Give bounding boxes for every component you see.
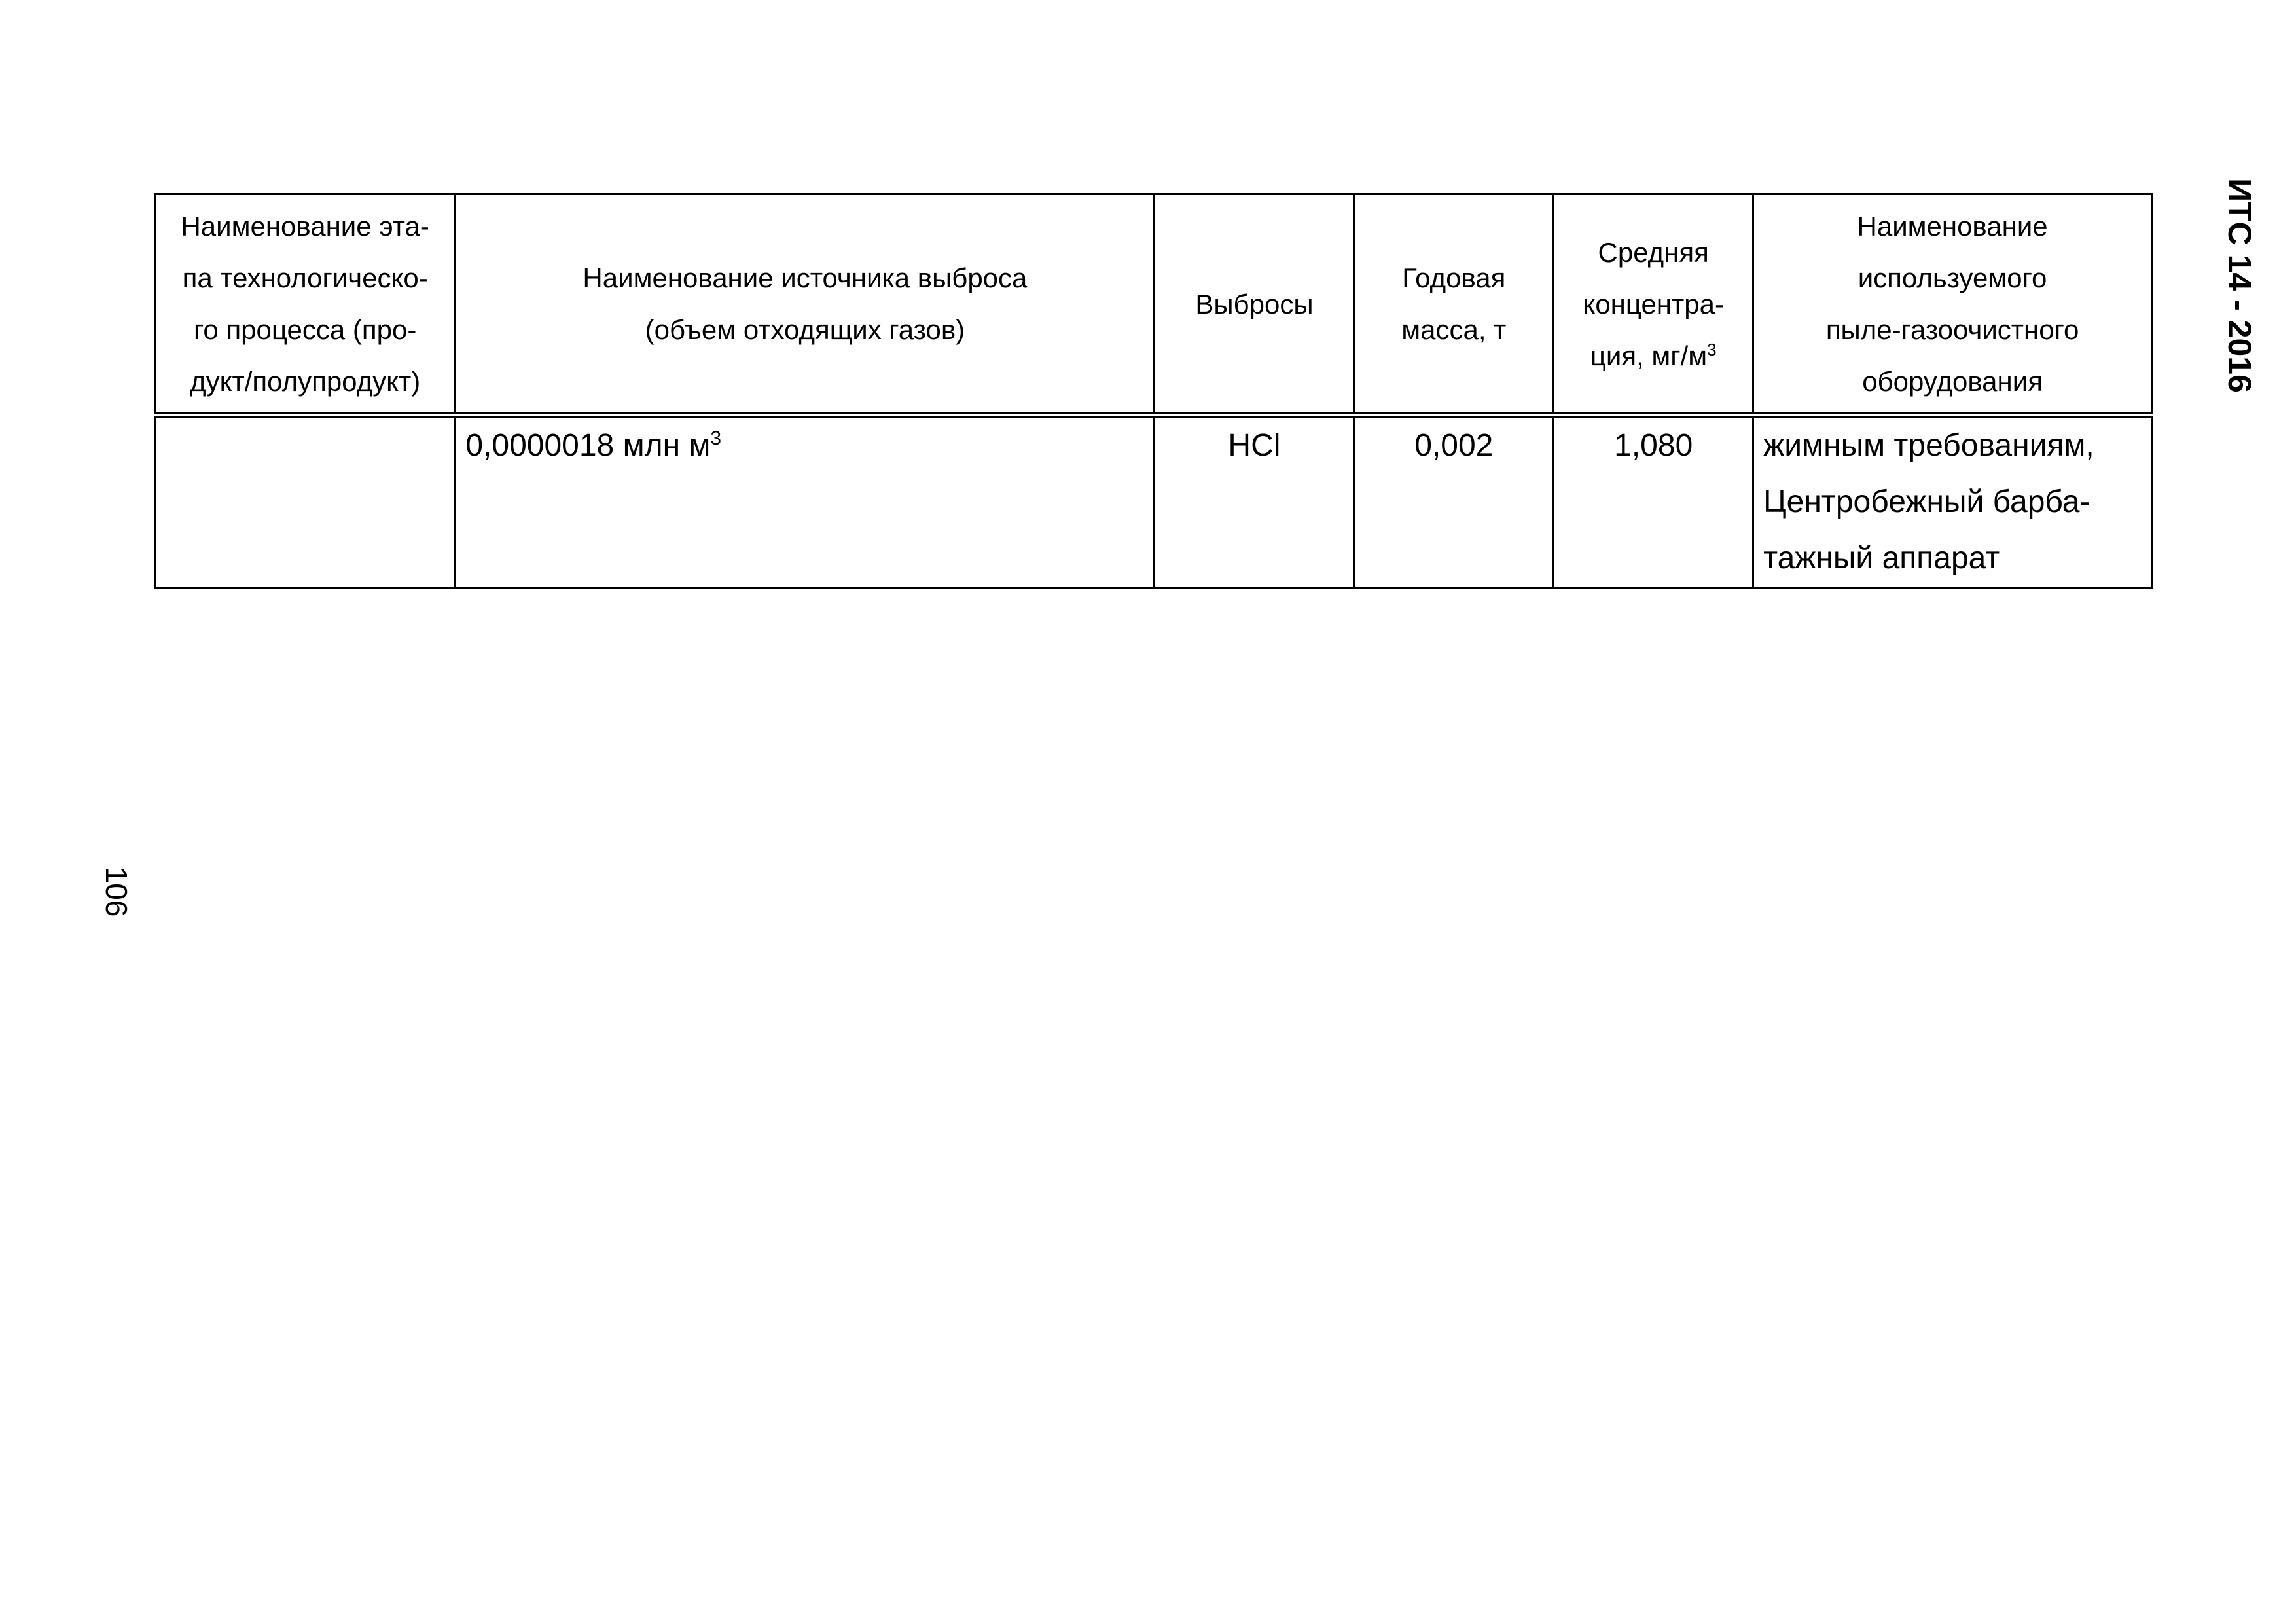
header-cleaning-equipment [1753,194,2152,416]
cell-avg-concentration: 1,080 [1554,415,1753,588]
header-annual-mass [1354,194,1554,416]
table-header-row [155,194,2152,416]
equipment-line: жимным требованиям, [1763,428,2094,463]
header-line [1554,330,1752,382]
superscript: 3 [710,428,721,449]
header-emissions [1155,194,1354,416]
cell-annual-mass: 0,002 [1354,415,1554,588]
header-line: Наименование эта- [181,211,429,242]
header-line: масса, т [1401,314,1507,345]
emissions-table [154,193,2153,589]
cell-process-stage [155,415,456,588]
equipment-line: тажный аппарат [1763,541,2000,575]
equipment-line: Центробежный барба- [1763,484,2090,519]
page-number: 106 [99,866,134,917]
header-line: (объем отходящих газов) [645,314,965,345]
header-line: используемого [1857,263,2047,293]
header-line: Средняя [1598,236,1709,268]
header-line: оборудования [1862,366,2043,397]
table-body [155,415,2152,588]
header-avg-concentration [1554,194,1753,416]
header-line: Годовая [1402,263,1506,293]
header-line: дукт/полупродукт) [190,366,421,397]
table-header [155,194,2152,416]
document-code: ИТС 14 - 2016 [2221,178,2258,393]
header-line: Выбросы [1195,288,1314,319]
header-line: па технологическо- [182,263,428,293]
header-line: пыле-газоочистного [1825,314,2079,345]
source-text: 0,0000018 млн м [465,428,711,463]
header-emission-source [456,194,1155,416]
header-line: Наименование [1857,211,2048,242]
header-process-stage [155,194,456,416]
header-line: Наименование источника выброса [583,263,1028,293]
cell-emissions: HCl [1155,415,1354,588]
table-row [155,415,2152,588]
header-line-text: ция, мг/м [1590,340,1708,371]
header-line: го процесса (про- [194,314,417,345]
cell-emission-source [456,415,1155,588]
header-line: концентра- [1583,288,1724,319]
cell-cleaning-equipment [1753,415,2152,588]
superscript: 3 [1707,339,1717,359]
